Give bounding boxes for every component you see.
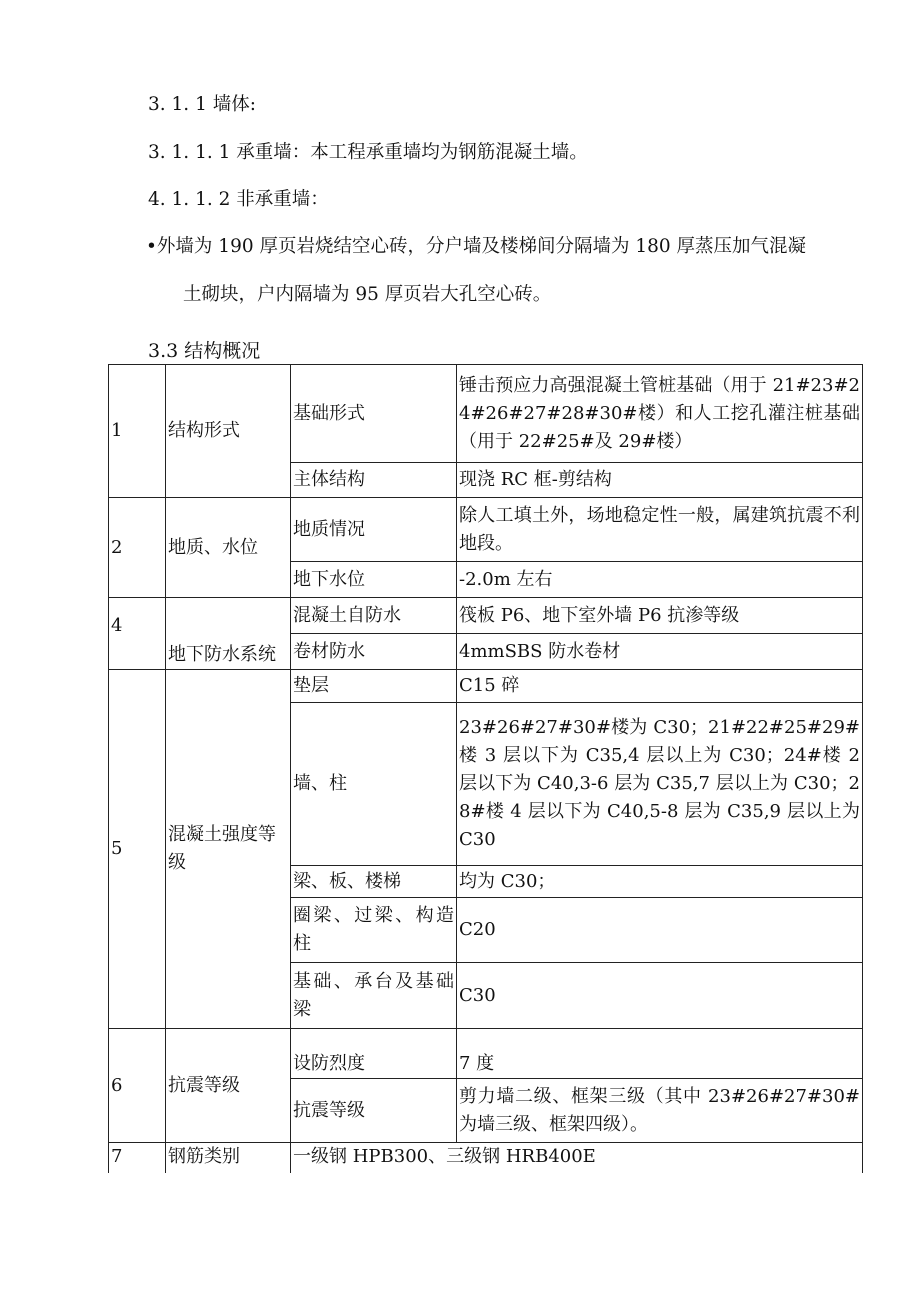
description-cell: -2.0m 左右 bbox=[457, 562, 863, 598]
table-row bbox=[109, 1143, 863, 1173]
item-cell: 混凝土自防水 bbox=[291, 598, 457, 634]
category-cell: 混凝土强度等级 bbox=[166, 670, 291, 1029]
description-cell: C15 碎 bbox=[457, 670, 863, 703]
description-cell: 筏板 P6、地下室外墙 P6 抗渗等级 bbox=[457, 598, 863, 634]
row-number: 5 bbox=[109, 670, 166, 1029]
section-title-structure-overview: 3.3 结构概况 bbox=[148, 340, 261, 362]
bullet-wall-materials-line1: •外墙为 190 厚页岩烧结空心砖，分户墙及楼梯间分隔墙为 180 厚蒸压加气混凝 bbox=[146, 236, 807, 257]
table-row bbox=[109, 365, 863, 463]
item-cell: 基础、承台及基础梁 bbox=[291, 963, 457, 1029]
item-cell: 地下水位 bbox=[291, 562, 457, 598]
item-cell: 抗震等级 bbox=[291, 1079, 457, 1143]
item-cell: 卷材防水 bbox=[291, 634, 457, 670]
table-row bbox=[109, 670, 863, 703]
description-cell: C20 bbox=[457, 898, 863, 963]
item-cell: 墙、柱 bbox=[291, 703, 457, 866]
description-cell: C30 bbox=[457, 963, 863, 1029]
bullet-wall-materials-line2: 土砌块，户内隔墙为 95 厚页岩大孔空心砖。 bbox=[183, 284, 552, 305]
item-cell: 梁、板、楼梯 bbox=[291, 866, 457, 898]
row-number: 7 bbox=[109, 1143, 166, 1173]
description-cell: 现浇 RC 框-剪结构 bbox=[457, 463, 863, 498]
category-cell: 钢筋类别 bbox=[166, 1143, 291, 1173]
table-row bbox=[109, 498, 863, 562]
category-cell: 地下防水系统 bbox=[166, 598, 291, 670]
heading-non-load-bearing-wall: 4. 1. 1. 2 非承重墙： bbox=[148, 189, 329, 210]
description-cell: 除人工填土外，场地稳定性一般，属建筑抗震不利地段。 bbox=[457, 498, 863, 562]
description-cell: 23#26#27#30#楼为 C30；21#22#25#29#楼 3 层以下为 C35,4 层以上为 C30；24#楼 2 层以下为 C40,3-6 层为 C35,7 层以上为 C30；28#楼 4 层以下为 C40,5-8 层为 C35,9 层以上为 C30 bbox=[457, 703, 863, 866]
item-cell: 设防烈度 bbox=[291, 1029, 457, 1079]
description-cell: 均为 C30； bbox=[457, 866, 863, 898]
item-cell: 圈梁、过梁、构造柱 bbox=[291, 898, 457, 963]
category-cell: 地质、水位 bbox=[166, 498, 291, 598]
description-cell: 锤击预应力高强混凝土管桩基础（用于 21#23#24#26#27#28#30#楼）和人工挖孔灌注桩基础（用于 22#25#及 29#楼） bbox=[457, 365, 863, 463]
heading-3-1-1-wall: 3. 1. 1 墙体: bbox=[148, 94, 256, 115]
description-cell: 4mmSBS 防水卷材 bbox=[457, 634, 863, 670]
category-cell: 结构形式 bbox=[166, 365, 291, 498]
structure-overview-table bbox=[108, 364, 863, 1173]
row-number: 6 bbox=[109, 1029, 166, 1143]
item-cell: 主体结构 bbox=[291, 463, 457, 498]
category-cell: 抗震等级 bbox=[166, 1029, 291, 1143]
row-number: 1 bbox=[109, 365, 166, 498]
item-cell: 地质情况 bbox=[291, 498, 457, 562]
description-cell: 一级钢 HPB300、三级钢 HRB400E bbox=[291, 1143, 863, 1173]
table-row bbox=[109, 598, 863, 634]
row-number: 4 bbox=[109, 598, 166, 670]
description-cell: 剪力墙二级、框架三级（其中 23#26#27#30#为墙三级、框架四级）。 bbox=[457, 1079, 863, 1143]
table-row bbox=[109, 1029, 863, 1079]
row-number: 2 bbox=[109, 498, 166, 598]
paragraph-load-bearing-wall: 3. 1. 1. 1 承重墙：本工程承重墙均为钢筋混凝土墙。 bbox=[148, 142, 588, 163]
item-cell: 基础形式 bbox=[291, 365, 457, 463]
item-cell: 垫层 bbox=[291, 670, 457, 703]
description-cell: 7 度 bbox=[457, 1029, 863, 1079]
